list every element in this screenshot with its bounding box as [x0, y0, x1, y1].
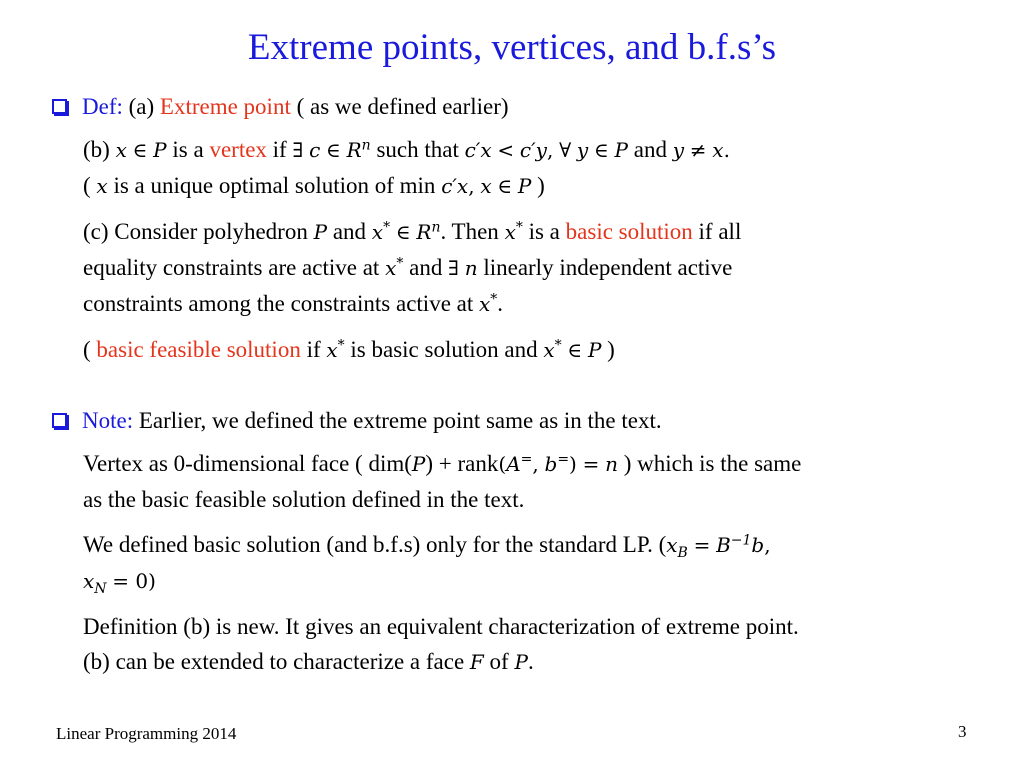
note-p3: We defined basic solution (and b.f.s) only for the standard LP. ($x_B = B^{-1}b$, $x_N = 0$)	[83, 532, 771, 597]
def-bullet	[50, 92, 1000, 122]
def-d: ( basic feasible solution if x* is basic solution and x* ∈ P )	[83, 337, 615, 362]
page-number: 3	[958, 722, 967, 741]
bfs-term: basic feasible solution	[96, 337, 301, 362]
slide-title: Extreme points, vertices, and b.f.s’s	[247, 27, 777, 68]
def-a-rest: ( as we defined earlier)	[296, 94, 509, 119]
basic-solution-term: basic solution	[565, 219, 693, 244]
slide-content	[50, 92, 1000, 680]
note-p4: Definition (b) is new. It gives an equivalent characterization of extreme point. (b) can be extended to characterize a face F of P.	[83, 614, 799, 674]
def-label: Def:	[82, 94, 123, 119]
def-b: (b) x ∈ P is a vertex if ∃ c ∈ $R^n$ such that c′x < c′y, ∀ y ∈ P and y ≠ x. ( x is a unique optimal solution of min c′x, x ∈ P )	[83, 137, 730, 198]
checkbox-bullet-icon	[52, 413, 67, 428]
footer-course: Linear Programming 2014	[56, 724, 237, 743]
note-bullet	[50, 406, 1000, 436]
extreme-point-term: Extreme point	[159, 94, 291, 119]
note-label: Note:	[82, 408, 134, 433]
def-c: (c) Consider polyhedron P and x* ∈ $R^n$. Then x* is a basic solution if all equality constraints are active at x* and ∃ n linearly independent active constraints among the constraints active at x*.	[83, 219, 742, 316]
note-p2: Vertex as 0-dimensional face ( dim(P) + rank(A=, b=) = n ) which is the same as the basic feasible solution defined in the text.	[83, 451, 802, 512]
def-a-prefix: (a)	[128, 94, 155, 119]
note-line1: Earlier, we defined the extreme point same as in the text.	[138, 408, 662, 433]
vertex-term: vertex	[209, 137, 267, 162]
checkbox-bullet-icon	[52, 99, 67, 114]
